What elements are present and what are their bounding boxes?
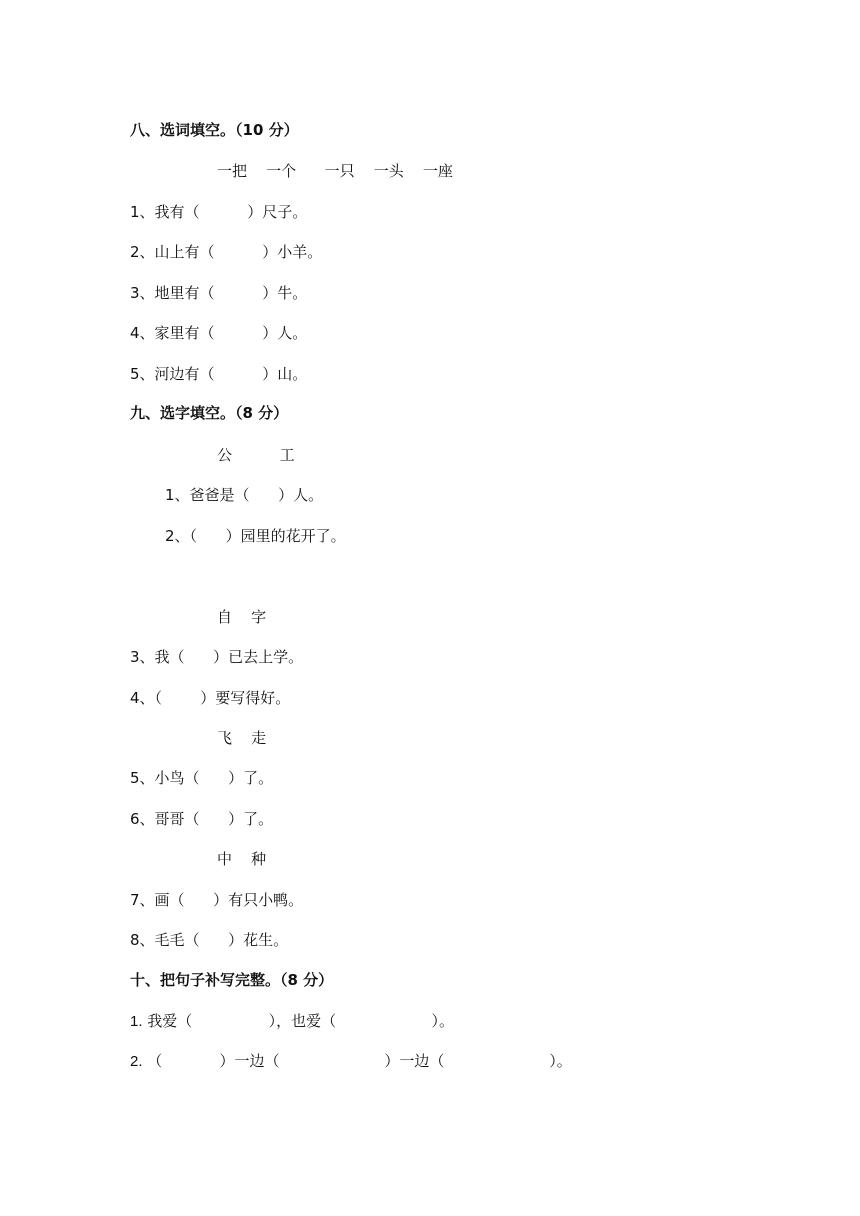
section-9-item-6: 6、哥哥（ ）了。	[130, 810, 274, 828]
section-9-item-8: 8、毛毛（ ）花生。	[130, 931, 289, 949]
section-9-item-4: 4、（ ）要写得好。	[130, 689, 291, 707]
section-9-item-1: 1、爸爸是（ ）人。	[165, 486, 324, 504]
section-8-item-3: 3、地里有（ ）牛。	[130, 284, 308, 302]
section-10-item-1	[130, 1011, 454, 1032]
section-8-item-5: 5、河边有（ ）山。	[130, 365, 308, 383]
section-8-item-2: 2、山上有（ ）小羊。	[130, 243, 323, 261]
section-8-heading: 八、选词填空。（10 分）	[130, 121, 299, 139]
section-9-item-7: 7、画（ ）有只小鸭。	[130, 891, 304, 909]
section-8-word-bank: 一把 一个 一只 一头 一座	[217, 162, 453, 180]
section-9-bank-2: 自 字	[217, 608, 267, 626]
section-8-item-4: 4、家里有（ ）人。	[130, 324, 308, 342]
section-9-bank-4: 中 种	[217, 850, 267, 868]
section-8-item-1: 1、我有（ ）尺子。	[130, 203, 308, 221]
section-9-item-3: 3、我（ ）已去上学。	[130, 648, 304, 666]
section-10-item-1-text: 我爱（ ），也爱（ ）。	[147, 1012, 454, 1030]
section-10-item-2-number: 2.	[130, 1053, 143, 1070]
section-9-item-2: 2、（ ）园里的花开了。	[165, 527, 346, 545]
section-9-heading: 九、选字填空。（8 分）	[130, 404, 289, 422]
section-9-bank-1: 公 工	[217, 446, 295, 464]
section-9-bank-3: 飞 走	[217, 729, 267, 747]
section-10-item-2-text: （ ）一边（ ）一边（ ）。	[147, 1052, 572, 1070]
section-10-heading: 十、把句子补写完整。（8 分）	[130, 971, 334, 989]
section-10-item-2	[130, 1051, 572, 1072]
section-9-item-5: 5、小鸟（ ）了。	[130, 769, 274, 787]
section-10-item-1-number: 1.	[130, 1013, 143, 1030]
